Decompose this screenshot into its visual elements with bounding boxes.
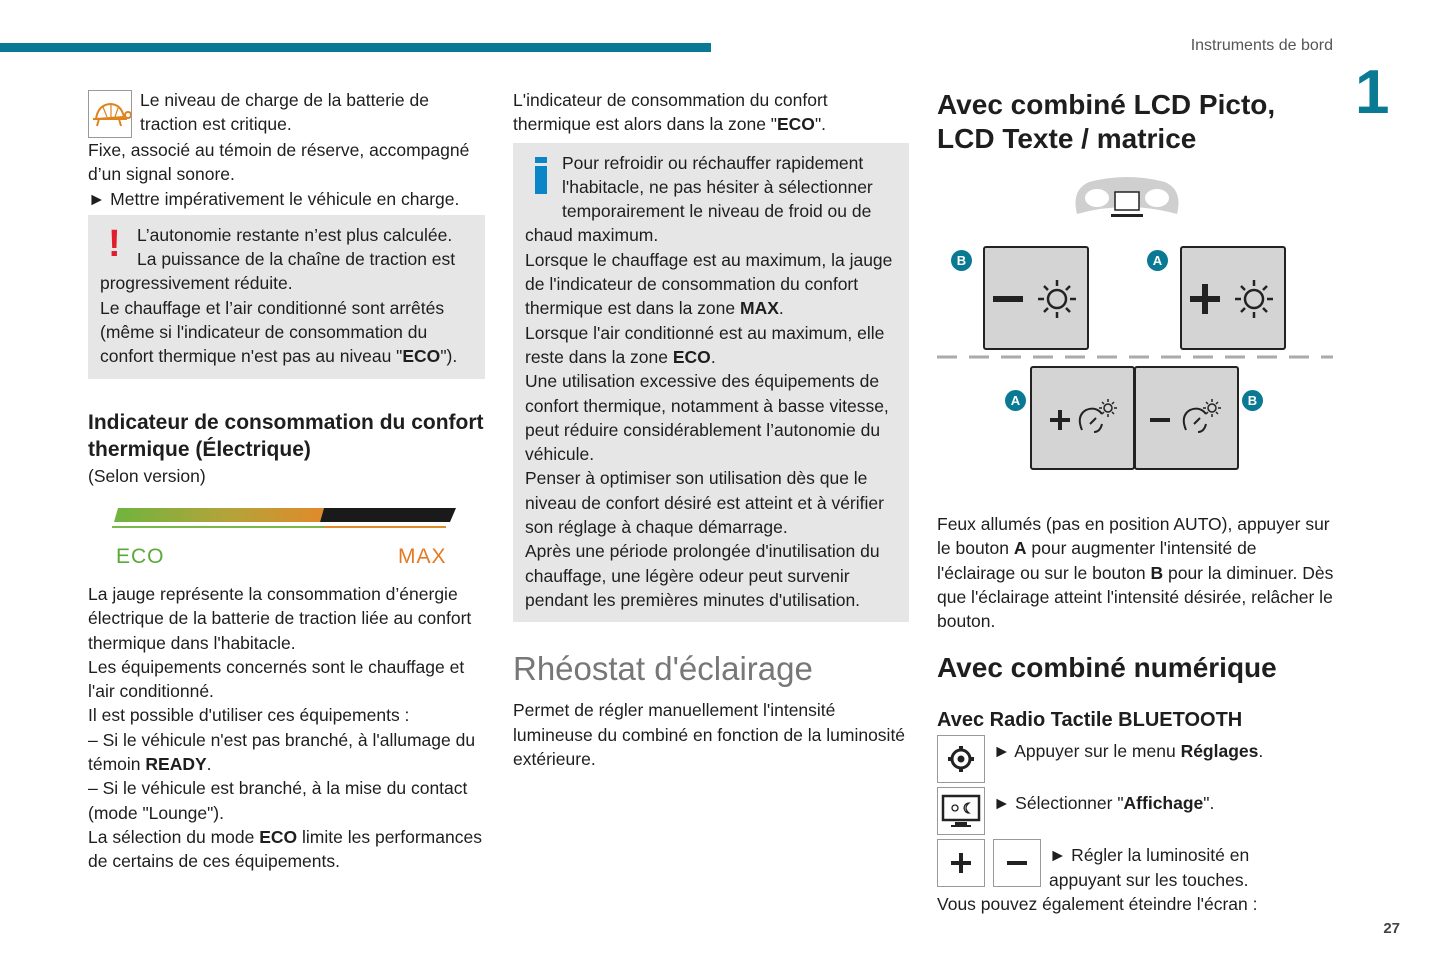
warning-box — [88, 215, 485, 379]
turtle-icon — [88, 90, 132, 138]
screen-off-text: Vous pouvez également éteindre l'écran : — [937, 894, 1258, 915]
gauge-eco-label: ECO — [116, 544, 165, 568]
paragraph-4: – Si le véhicule n'est pas branché, à l'allumage du témoin READY. — [88, 729, 476, 775]
chapter-number: 1 — [1355, 58, 1390, 127]
dash-brightness-minus-icon — [1136, 368, 1237, 468]
paragraph-5: – Si le véhicule est branché, à la mise du contact (mode "Lounge"). — [88, 778, 468, 823]
page-number: 27 — [1383, 920, 1400, 937]
brightness-plus-button[interactable] — [1180, 246, 1286, 350]
section-heading: Indicateur de consommation du confort thermique (Électrique) — [88, 410, 484, 462]
dash-brightness-plus-icon — [1032, 368, 1133, 468]
paragraph-3: Il est possible d'utiliser ces équipements : — [88, 705, 410, 726]
turtle-text: Le niveau de charge de la batterie de traction est critique. — [140, 90, 429, 135]
column-2 — [513, 88, 909, 771]
info-line-4: Une utilisation excessive des équipements de confort thermique, notamment à basse vitesse, peut réduire considérablement l’autonomie du véhicule. — [525, 371, 889, 465]
display-icon[interactable] — [937, 787, 985, 835]
dash-brightness-minus-button[interactable] — [1134, 366, 1239, 470]
info-line-3: Lorsque l'air conditionné est au maximum, elle reste dans la zone ECO. — [525, 322, 885, 367]
rheostat-diagram — [937, 170, 1337, 500]
badge-a-top: A — [1147, 250, 1168, 271]
brightness-minus-icon — [985, 248, 1087, 348]
warning-line-2: La puissance de la chaîne de traction est progressivement réduite. — [100, 249, 456, 294]
dashed-divider — [937, 354, 1333, 360]
info-line-2: Lorsque le chauffage est au maximum, la jauge de l'indicateur de consommation du confort thermique est dans la zone MAX. — [525, 249, 893, 319]
warning-icon: ! — [108, 222, 121, 265]
brightness-plus-icon — [1182, 248, 1284, 348]
info-box — [513, 143, 909, 623]
section-title: Instruments de bord — [1190, 37, 1333, 54]
dash-brightness-plus-button[interactable] — [1030, 366, 1135, 470]
info-line-5: Penser à optimiser son utilisation dès que le niveau de confort désiré est atteint et à vérifier son réglage à chaque démarrage. — [525, 468, 884, 538]
step-3-text: ► Régler la luminosité en appuyant sur les touches. — [1049, 845, 1250, 890]
minus-icon[interactable] — [993, 839, 1041, 887]
warning-line-3: Le chauffage et l’air conditionné sont arrêtés (même si l'indicateur de consommation du confort thermique n'est pas au niveau "ECO"). — [100, 297, 458, 367]
step-brightness — [937, 839, 1337, 892]
info-line-1: Pour refroidir ou réchauffer rapidement l'habitacle, ne pas hésiter à sélectionner temporairement le niveau de froid ou de chaud maximum. — [525, 152, 873, 246]
step-settings — [937, 735, 1337, 783]
action-text: ► Mettre impérativement le véhicule en charge. — [88, 188, 460, 209]
feux-text: Feux allumés (pas en position AUTO), appuyer sur le bouton A pour augmenter l'intensité de l'éclairage ou sur le bouton B pour la diminuer. Dès que l'éclairage atteint l'intensité désirée, relâcher le bouton. — [937, 514, 1334, 632]
step-1-text: ► Appuyer sur le menu Réglages. — [993, 741, 1264, 762]
rheostat-title: Rhéostat d'éclairage — [513, 650, 813, 688]
thermal-gauge — [88, 502, 485, 574]
gear-icon[interactable] — [937, 735, 985, 783]
column-1 — [88, 88, 485, 874]
info-line-6: Après une période prolongée d'inutilisation du chauffage, une légère odeur peut survenir pendant les premières minutes d'utilisation. — [525, 541, 880, 610]
plus-icon[interactable] — [937, 839, 985, 887]
column-3 — [937, 88, 1337, 916]
step-2-text: ► Sélectionner "Affichage". — [993, 793, 1215, 814]
intro-text: L'indicateur de consommation du confort thermique est alors dans la zone "ECO". — [513, 90, 828, 135]
paragraph-6: La sélection du mode ECO limite les performances de certains de ces équipements. — [88, 826, 482, 872]
badge-a-bottom: A — [1005, 390, 1026, 411]
lcd-title: Avec combiné LCD Picto, LCD Texte / matrice — [937, 89, 1276, 154]
badge-b-top: B — [951, 250, 972, 271]
brightness-minus-button[interactable] — [983, 246, 1089, 350]
badge-b-bottom: B — [1242, 390, 1263, 411]
paragraph-2: Les équipements concernés sont le chauffage et l'air conditionné. — [88, 656, 465, 702]
step-display — [937, 787, 1337, 835]
digital-title: Avec combiné numérique — [937, 652, 1277, 684]
rheostat-text: Permet de régler manuellement l'intensité lumineuse du combiné en fonction de la luminosité extérieure. — [513, 700, 906, 769]
fixed-text: Fixe, associé au témoin de réserve, accompagné d’un signal sonore. — [88, 140, 470, 185]
dashboard-icon — [1067, 170, 1187, 226]
gauge-max-label: MAX — [398, 544, 447, 568]
turtle-indicator-row — [88, 88, 485, 138]
version-note: (Selon version) — [88, 465, 206, 486]
paragraph-1: La jauge représente la consommation d’énergie électrique de la batterie de traction liée au confort thermique dans l'habitacle. — [88, 583, 472, 653]
top-accent-bar — [0, 43, 711, 52]
info-icon — [525, 151, 562, 201]
warning-line-1: L’autonomie restante n’est plus calculée. — [137, 224, 453, 245]
radio-subtitle: Avec Radio Tactile BLUETOOTH — [937, 709, 1243, 732]
